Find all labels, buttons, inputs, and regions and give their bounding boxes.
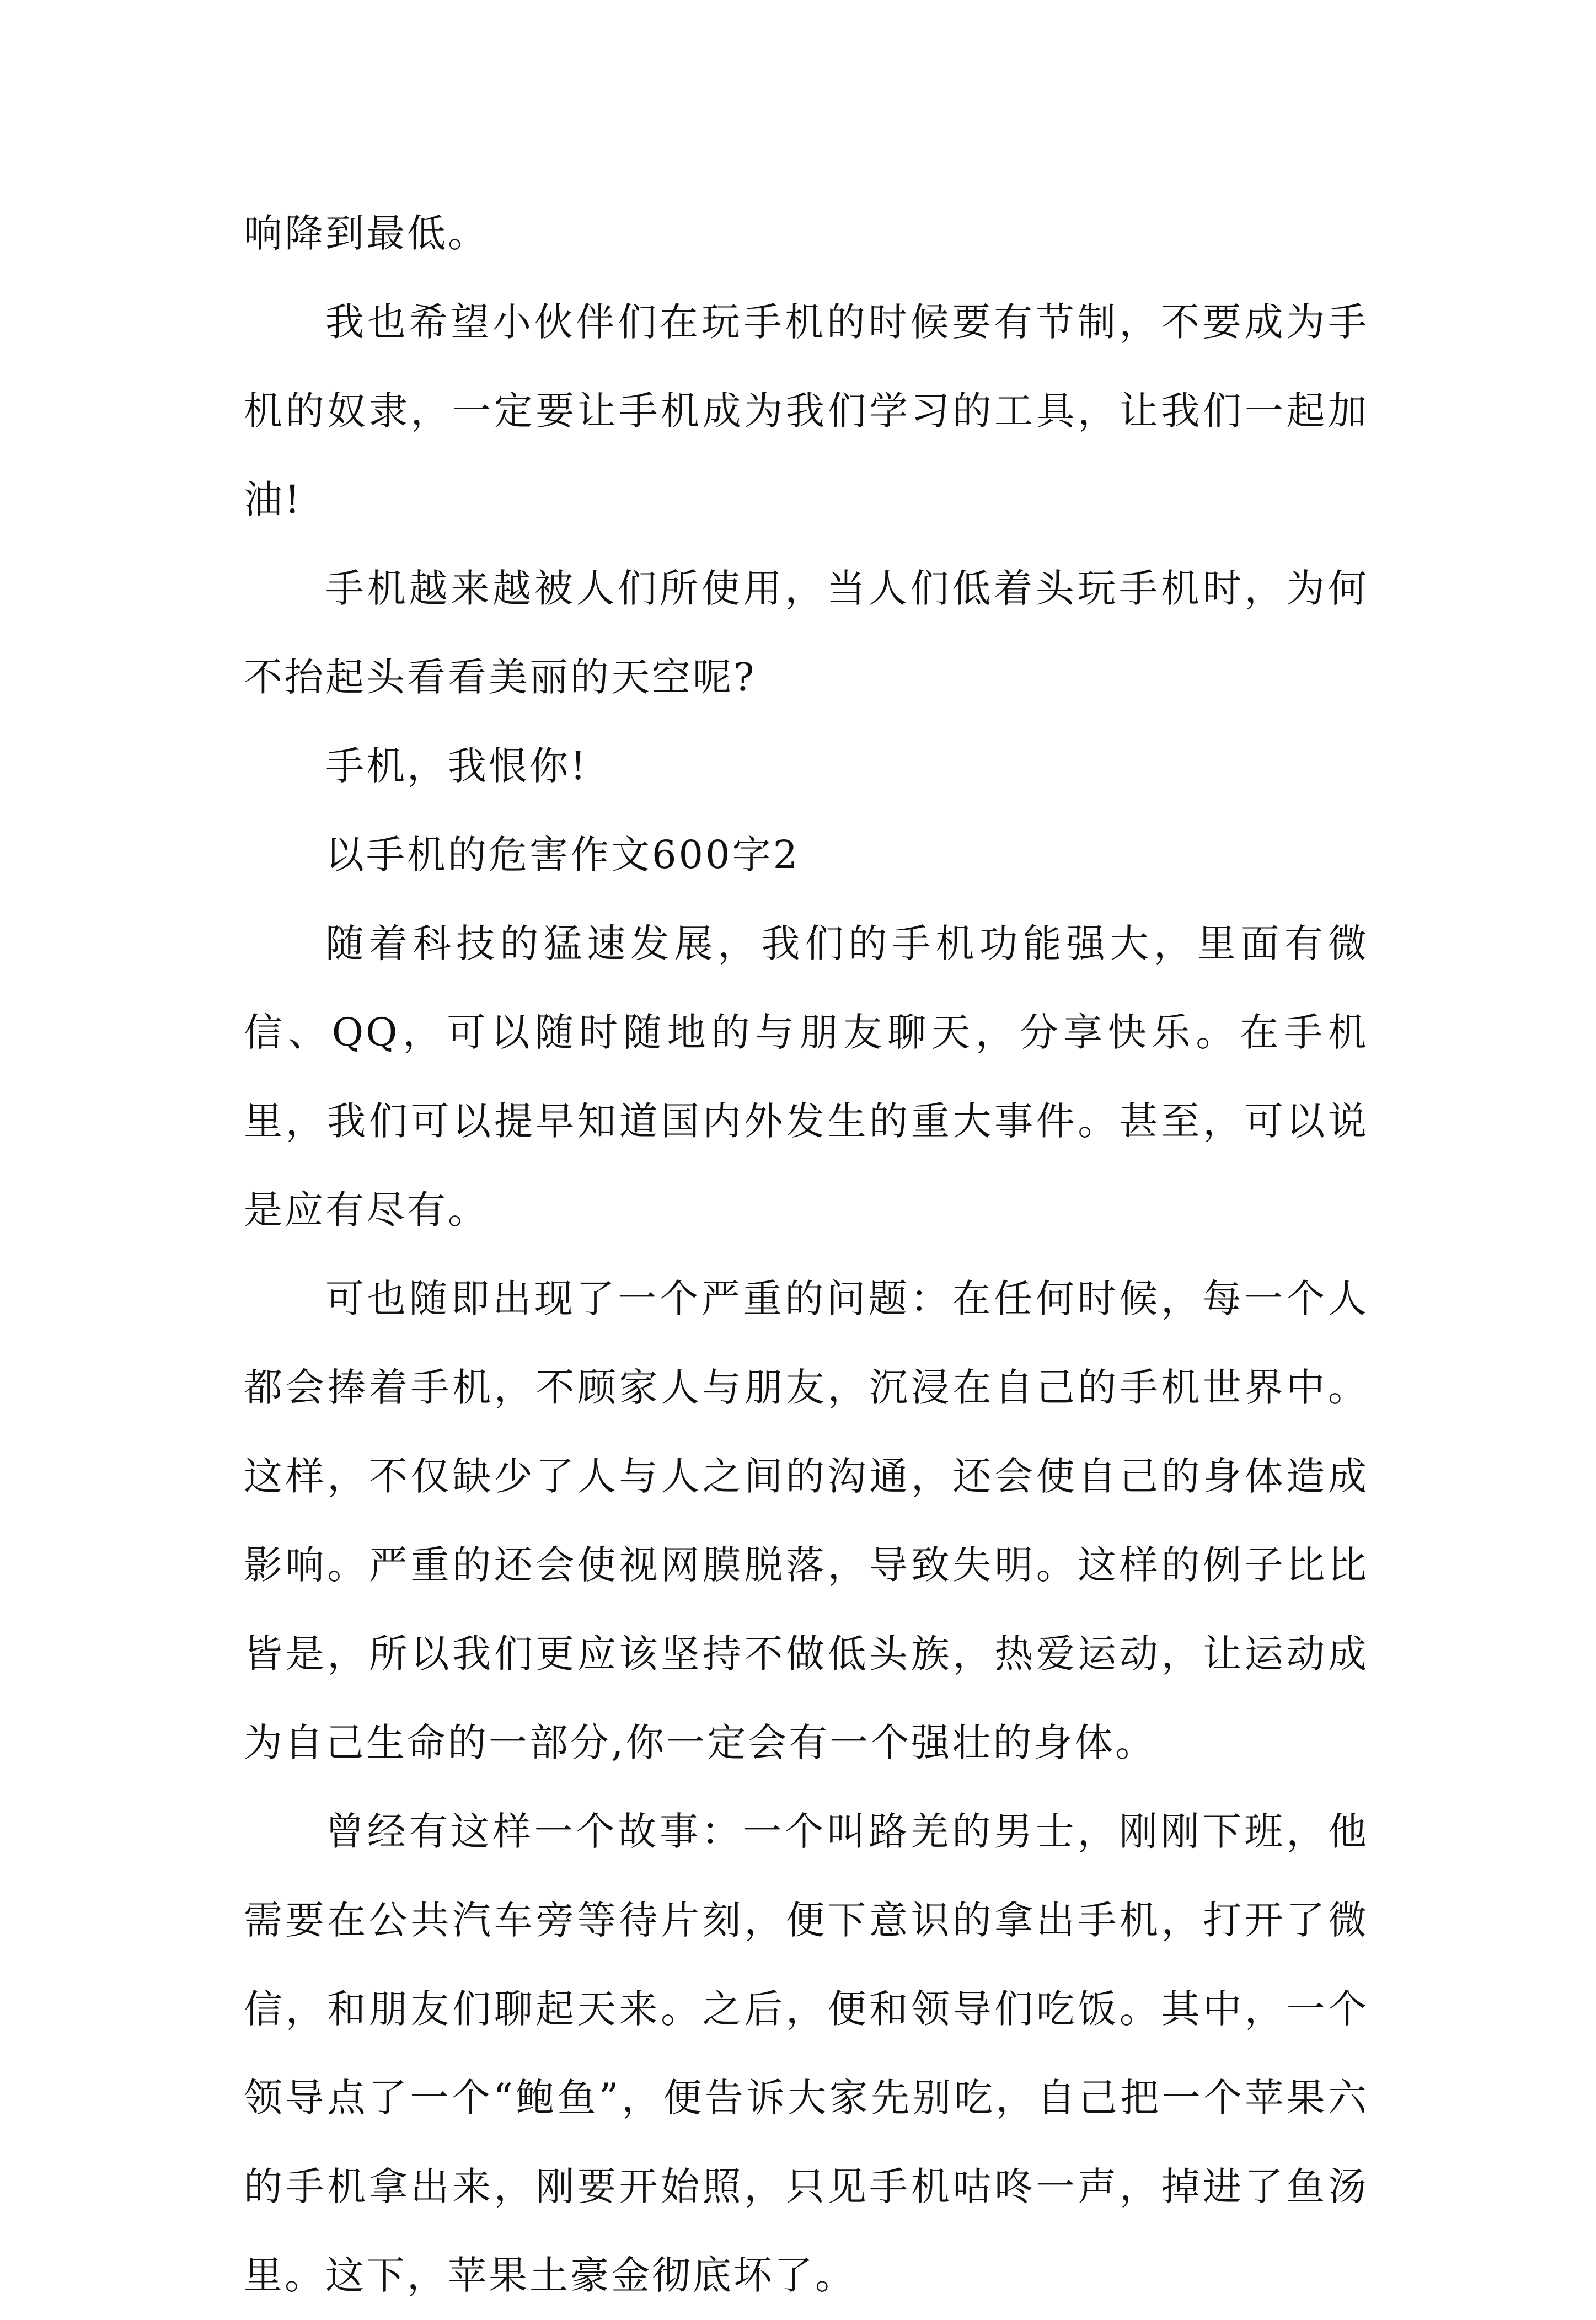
paragraph-2: 我也希望小伙伴们在玩手机的时候要有节制，不要成为手机的奴隶，一定要让手机成为我们学习的工具，让我们一起加油! — [244, 299, 1369, 522]
body-text — [244, 189, 1369, 2320]
paragraph-1: 响降到最低。 — [244, 211, 489, 256]
paragraph-5: 随着科技的猛速发展，我们的手机功能强大，里面有微信、QQ，可以随时随地的与朋友聊天，分享快乐。在手机里，我们可以提早知道国内外发生的重大事件。甚至，可以说是应有尽有。 — [244, 921, 1369, 1233]
paragraph-7: 曾经有这样一个故事：一个叫路羌的男士，刚刚下班，他需要在公共汽车旁等待片刻，便下意识的拿出手机，打开了微信，和朋友们聊起天来。之后，便和领导们吃饭。其中，一个领导点了一个“鲍鱼”，便告诉大家先别吃，自己把一个苹果六的手机拿出来，刚要开始照，只见手机咕咚一声，掉进了鱼汤里。这下，苹果土豪金彻底坏了。 — [244, 1809, 1369, 2298]
paragraph-6: 可也随即出现了一个严重的问题：在任何时候，每一个人都会捧着手机，不顾家人与朋友，沉浸在自己的手机世界中。这样，不仅缺少了人与人之间的沟通，还会使自己的身体造成影响。严重的还会使视网膜脱落，导致失明。这样的例子比比皆是，所以我们更应该坚持不做低头族，热爱运动，让运动成为自己生命的一部分,你一定会有一个强壮的身体。 — [244, 1276, 1369, 1765]
paragraph-4: 手机，我恨你! — [325, 743, 588, 789]
section-heading: 以手机的危害作文600字2 — [325, 832, 800, 877]
paragraph-3: 手机越来越被人们所使用，当人们低着头玩手机时，为何不抬起头看看美丽的天空呢? — [244, 566, 1369, 700]
